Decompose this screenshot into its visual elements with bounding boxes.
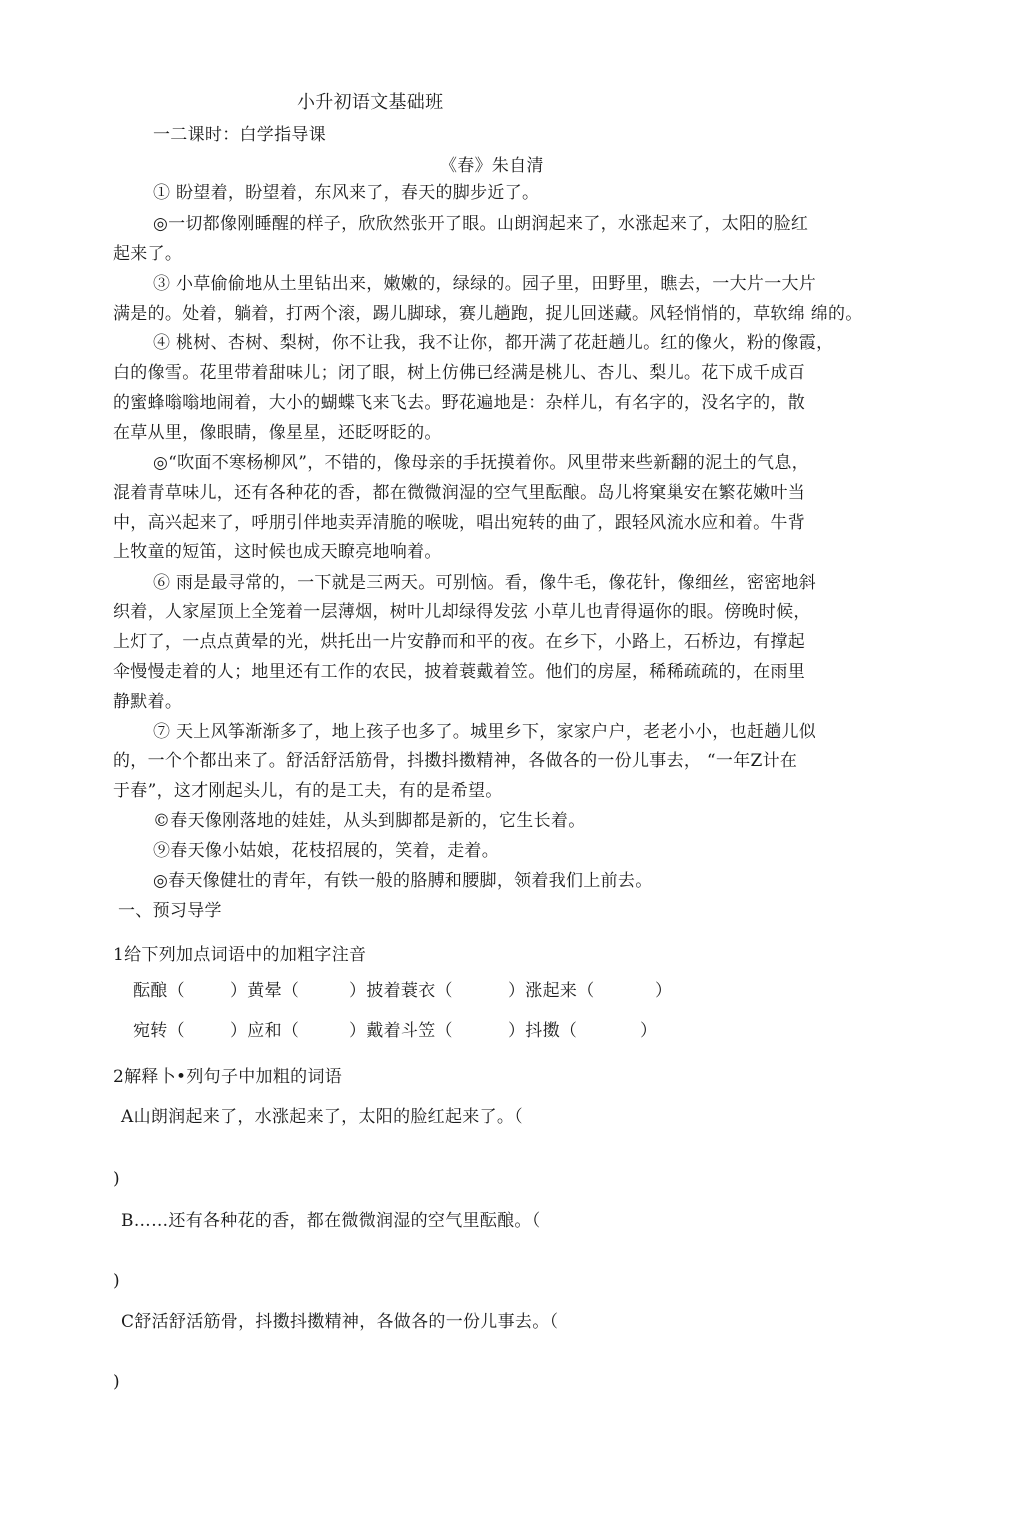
q2-item-c: C舒活舒活筋骨，抖擞抖擞精神，各做各的一份儿事去。（ [121,1312,559,1332]
passage-line: ◎一切都像刚睡醒的样子，欣欣然张开了眼。山朗润起来了，水涨起来了，太阳的脸红 [153,214,809,234]
question-2-prompt: 2解释卜•列句子中加粗的词语 [113,1067,343,1087]
passage-line: ④ 桃树、杏树、梨树，你不让我，我不让你，都开满了花赶趟儿。红的像火，粉的像霞， [153,333,834,353]
q1-row2-item: 宛转（ [133,1021,185,1041]
passage-line: 混着青草味儿，还有各种花的香，都在微微润湿的空气里酝酿。岛儿将窠巢安在繁花嫩叶当 [113,483,805,503]
q1-row2-item: ）抖擞（ [508,1021,578,1041]
passage-line: 白的像雪。花里带着甜味儿；闭了眼，树上仿佛已经满是桃儿、杏儿、梨儿。花下成千成百 [113,363,805,383]
passage-line: ③ 小草偷偷地从土里钻出来，嫩嫩的，绿绿的。园子里，田野里，瞧去，一大片一大片 [153,274,817,294]
passage-line: ① 盼望着，盼望着，东风来了，春天的脚步近了。 [153,183,540,203]
q1-row2-item: ）戴着斗笠（ [349,1021,453,1041]
q2-item-b-close: ) [113,1271,120,1291]
page-title: 小升初语文基础班 [297,92,444,113]
q2-item-c-close: ) [113,1372,120,1392]
passage-line: 织着，人家屋顶上全笼着一层薄烟，树叶儿却绿得发弦 小草儿也青得逼你的眼。傍晚时候， [113,602,811,622]
passage-line: ⑥ 雨是最寻常的，一下就是三两天。可别恼。看，像牛毛，像花针，像细丝，密密地斜 [153,573,817,593]
passage-line: ◎春天像健壮的青年，有铁一般的胳膊和腰脚，领着我们上前去。 [153,871,653,891]
passage-line: 中，高兴起来了，呼朋引伴地卖弄清脆的喉咙，唱出宛转的曲了，跟轻风流水应和着。牛背 [113,513,805,533]
q1-row1-item: ）披着蓑衣（ [349,981,453,1001]
q1-row1-item: 酝酿（ [133,981,185,1001]
lesson-subtitle: 一二课时：白学指导课 [153,125,326,145]
passage-line: 满是的。处着，躺着，打两个滚，踢儿脚球，赛儿趟跑，捉儿回迷藏。风轻悄悄的，草软绵 绵的。 [113,304,863,324]
question-1-prompt: 1给下列加点词语中的加粗字注音 [113,945,367,965]
passage-line: ©春天像刚落地的娃娃，从头到脚都是新的，它生长着。 [153,811,586,831]
passage-line: 在草从里，像眼睛，像星星，还眨呀眨的。 [113,423,442,443]
q2-item-a-close: ) [113,1169,120,1189]
passage-line: 的蜜蜂嗡嗡地闹着，大小的蝴蝶飞来飞去。野花遍地是：杂样儿，有名字的，没名字的，散 [113,393,805,413]
section-title: 一、预习导学 [118,901,222,921]
passage-line: ⑨春天像小姑娘，花枝招展的，笑着，走着。 [153,841,499,861]
passage-line: ◎“吹面不寒杨柳风”，不错的，像母亲的手抚摸着你。风里带来些新翻的泥土的气息， [153,453,809,473]
passage-line: 上灯了，一点点黄晕的光，烘托出一片安静而和平的夜。在乡下，小路上，石桥边，有撑起 [113,632,805,652]
q2-item-b: B……还有各种花的香，都在微微润湿的空气里酝酿。（ [121,1211,541,1231]
passage-line: 的，一个个都出来了。舒活舒活筋骨，抖擞抖擞精神，各做各的一份儿事去， “一年Z计在 [113,751,798,771]
passage-line: ⑦ 天上风筝渐渐多了，地上孩子也多了。城里乡下，家家户户，老老小小，也赶趟儿似 [153,722,817,742]
q1-row2-item: ）应和（ [230,1021,300,1041]
passage-line: 伞慢慢走着的人；地里还有工作的农民，披着蓑戴着笠。他们的房屋，稀稀疏疏的，在雨里 [113,662,805,682]
passage-line: 上牧童的短笛，这时候也成天瞭亮地响着。 [113,542,442,562]
passage-line: 于春”，这才刚起头儿，有的是工夫，有的是希望。 [113,781,503,801]
q1-row1-item: ） [655,981,673,1001]
passage-line: 静默着。 [113,692,183,712]
passage-heading: 《春》朱自清 [440,156,544,176]
q1-row2-item: ） [640,1021,658,1041]
q2-item-a: A山朗润起来了，水涨起来了，太阳的脸红起来了。（ [121,1107,523,1127]
q1-row1-item: ）涨起来（ [508,981,595,1001]
q1-row1-item: ）黄晕（ [230,981,300,1001]
passage-line: 起来了。 [113,244,183,264]
